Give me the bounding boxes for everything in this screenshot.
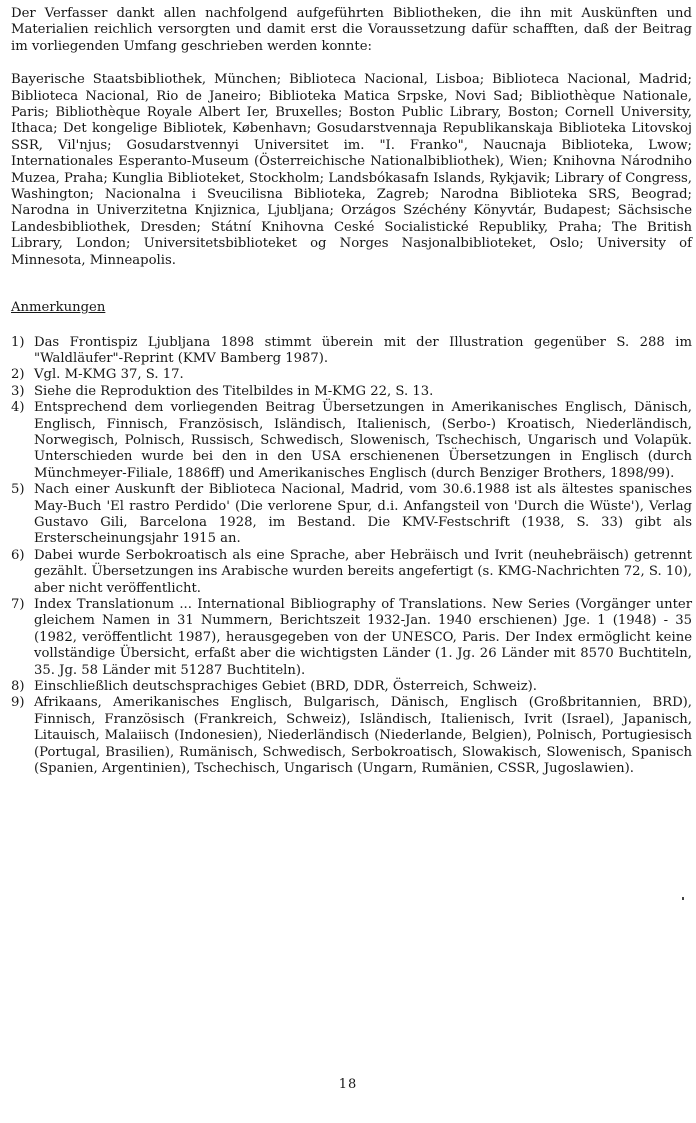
note-text: Index Translationum ... International Bibliography of Translations. New Series (Vorgänger unter gleichem Namen in 31 Nummern, Berichtszeit 1932-Jan. 1940 erschienen) Jge. 1 (1948) - 35 (1982, veröffentlicht 1987), herausgegeben von der UNESCO, Paris. Der Index ermöglicht keine vollständige Übersicht, erfaßt aber die wichtigsten Länder (1. Jg. 26 Länder mit 8570 Buchtiteln, 35. Jg. 58 Länder mit 51287 Buchtiteln). xyxy=(34,597,692,678)
note-item xyxy=(11,695,692,777)
note-text: Siehe die Reproduktion des Titelbildes in M-KMG 22, S. 13. xyxy=(34,383,434,399)
note-number: 8) xyxy=(11,679,25,695)
note-number: 5) xyxy=(11,482,25,498)
note-item xyxy=(11,384,692,400)
note-item xyxy=(11,335,692,368)
note-number: 3) xyxy=(11,383,25,399)
note-number: 4) xyxy=(11,400,25,416)
note-number: 1) xyxy=(11,334,25,350)
library-list: Bayerische Staatsbibliothek, München; Biblioteca Nacional, Lisboa; Biblioteca Nacional, Madrid; Biblioteca Nacional, Rio de Janeiro; Biblioteka Matica Srpske, Novi Sad; Bibliothèque Nationale, Paris; Bibliothèque Royale Albert Ier, Bruxelles; Boston Public Library, Boston; Cornell University, Ithaca; Det kongelige Bibliotek, København; Gosudarstvennaja Republikanskaja Biblioteka Litovskoj SSR, Vil'njus; Gosudarstvennyi Universitet im. "I. Franko", Naucnaja Biblioteka, Lwow; Internationales Esperanto-Museum (Österreichische Nationalbibliothek), Wien; Knihovna Národniho Muzea, Praha; Kunglia Biblioteket, Stockholm; Landsbókasafn Islands, Rykjavik; Library of Congress, Washington; Nacionalna i Sveucilisna Biblioteka, Zagreb; Narodna Biblioteka SRS, Beograd; Narodna in Univerzitetna Knjiznica, Ljubljana; Orzágos Széchény Könyvtár, Budapest; Sächsische Landesbibliothek, Dresden; Státní Knihovna Ceské Socialistické Republiky, Praha; The British Library, London; Universitetsbiblioteket og Norges Nasjonalbiblioteket, Oslo; University of Minnesota, Minneapolis. xyxy=(11,72,692,268)
acknowledgement-intro: Der Verfasser dankt allen nachfolgend aufgeführten Bibliotheken, die ihn mit Auskünften und Materialien reichlich versorgten und damit erst die Voraussetzung dafür schafften, daß der Beitrag im vorliegenden Umfang geschrieben werden konnte: xyxy=(11,6,692,54)
note-text: Vgl. M-KMG 37, S. 17. xyxy=(34,367,184,383)
note-text: Einschließlich deutschsprachiges Gebiet (BRD, DDR, Österreich, Schweiz). xyxy=(34,679,537,695)
note-item xyxy=(11,597,692,679)
scan-speck xyxy=(682,897,684,900)
note-text: Nach einer Auskunft der Biblioteca Nacional, Madrid, vom 30.6.1988 ist als ältestes spanisches May-Buch 'El rastro Perdido' (Die verlorene Spur, d.i. Anfangsteil von 'Durch die Wüste'), Verlag Gustavo Gili, Barcelona 1928, im Bestand. Die KMV-Festschrift (1938, S. 33) gibt als Ersterscheinungsjahr 1915 an. xyxy=(34,482,692,547)
note-text: Das Frontispiz Ljubljana 1898 stimmt überein mit der Illustration gegenüber S. 288 im "Waldläufer"-Reprint (KMV Bamberg 1987). xyxy=(34,334,692,366)
notes-list xyxy=(11,335,692,778)
note-number: 9) xyxy=(11,695,25,711)
note-item xyxy=(11,679,692,695)
note-item xyxy=(11,367,692,383)
note-number: 2) xyxy=(11,367,25,383)
page-number: 18 xyxy=(338,1077,358,1092)
notes-heading: Anmerkungen xyxy=(11,300,106,316)
note-item xyxy=(11,482,692,548)
note-item xyxy=(11,548,692,597)
note-text: Entsprechend dem vorliegenden Beitrag Übersetzungen in Amerikanisches Englisch, Dänisch, Englisch, Finnisch, Französisch, Isländisch, Italienisch, (Serbo-) Kroatisch, Niederländisch, Norwegisch, Polnisch, Russisch, Schwedisch, Slowenisch, Tschechisch, Ungarisch und Volapük. Unterschieden wurde bei den in den USA erschienenen Übersetzungen in Englisch (durch Münchmeyer-Filiale, 1886ff) und Amerikanisches Englisch (durch Benziger Brothers, 1898/99). xyxy=(34,400,692,481)
note-number: 7) xyxy=(11,597,25,612)
note-text: Dabei wurde Serbokroatisch als eine Sprache, aber Hebräisch und Ivrit (neuhebräisch) getrennt gezählt. Übersetzungen ins Arabische wurden bereits angefertigt (s. KMG-Nachrichten 72, S. 10), aber nicht veröffentlicht. xyxy=(34,547,692,596)
note-text: Afrikaans, Amerikanisches Englisch, Bulgarisch, Dänisch, Englisch (Großbritannien, BRD), Finnisch, Französisch (Frankreich, Schweiz), Isländisch, Italienisch, Ivrit (Israel), Japanisch, Litauisch, Malaiisch (Indonesien), Niederländisch (Niederlande, Belgien), Polnisch, Portugiesisch (Portugal, Brasilien), Rumänisch, Schwedisch, Serbokroatisch, Slowakisch, Slowenisch, Spanisch (Spanien, Argentinien), Tschechisch, Ungarisch (Ungarn, Rumänien, CSSR, Jugoslawien). xyxy=(34,695,692,777)
document-page xyxy=(11,6,692,777)
note-item xyxy=(11,400,692,482)
note-number: 6) xyxy=(11,547,25,563)
